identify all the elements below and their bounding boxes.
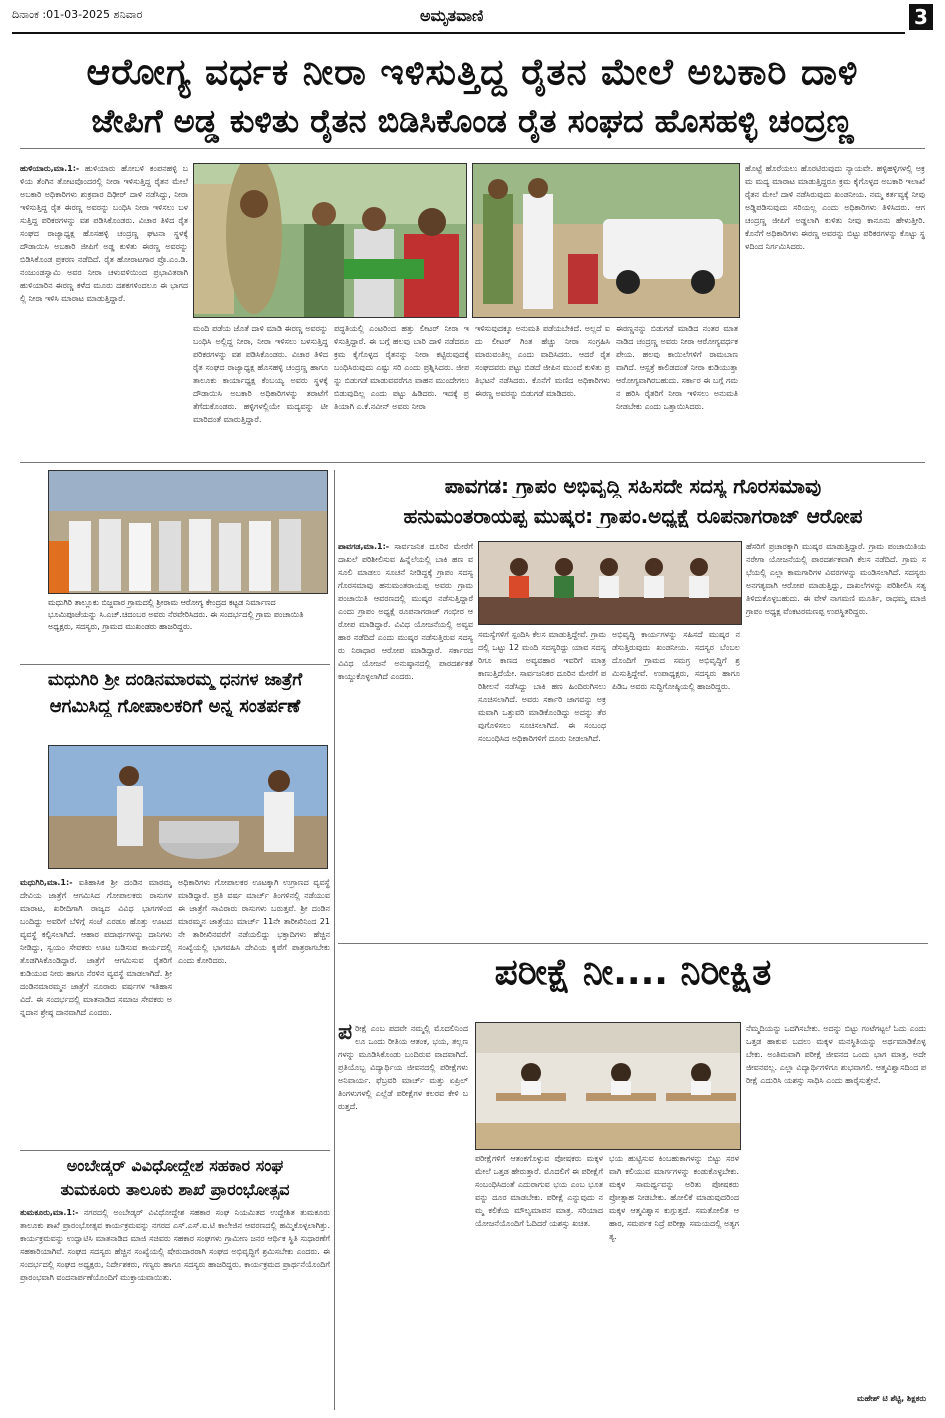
story4-subheadline: ಹನುಮಂತರಾಯಪ್ಪ ಮುಷ್ಕರ: ಗ್ರಾಪಂ.ಅಧ್ಯಕ್ಷೆ ರೂಪನಾಗರಾಜ್ ಆರೋಪ [403, 504, 863, 528]
story1-text-4: ಇಳಿಸುವುದಕ್ಕೂ ಅನುಮತಿ ಪಡೆಯಬೇಕಿದೆ. ಅಲ್ಲದೆ ಐದು ಲೀಟರ್ ಗಿಂತ ಹೆಚ್ಚು ನೀರಾ ಸಂಗ್ರಹಿಸಿ ಮಾರುವಂತಿಲ್ಲ ಎಂದು ವಾದಿಸಿದರು. ಆದರೆ ರೈತ ಸಂಘದವರು ಪಟ್ಟು ಬಿಡದೆ ಜೀಪಿನ ಮುಂದೆ ಕುಳಿತು ಪ್ರತಿಭಟನೆ ನಡೆಸಿದರು. ಕೊನೆಗೆ ಮಣಿದ ಅಧಿಕಾರಿಗಳು ಈರಣ್ಣ ಅವರನ್ನು ಬಿಡುಗಡೆ ಮಾಡಿದರು. [475, 324, 610, 398]
story3-headline: ಅಂಬೇಡ್ಕರ್ ವಿವಿಧೋದ್ದೇಶ ಸಹಕಾರ ಸಂಘ [66, 1156, 284, 1175]
divider [20, 148, 925, 149]
dateline: ತುಮಕೂರು,ಮಾ.1:- [20, 1208, 79, 1217]
story3-text-1: ನಗರದಲ್ಲಿ ಅಂಬೇಡ್ಕರ್ ವಿವಿಧೋದ್ದೇಶ ಸಹಕಾರ ಸಂಘ ನಿಯಮಿತದ ಉದ್ದೇಶಿತ ತುಮಕೂರು ತಾಲೂಕು ಶಾಖೆ ಪ್ರಾರಂಭೋತ್ಸವ ಕಾರ್ಯಕ್ರಮವನ್ನು ನಗರದ ಎಸ್.ಎಸ್.ಐ.ಟಿ ಕಾಲೇಜಿನ ಆವರಣದಲ್ಲಿ ಹಮ್ಮಿಕೊಳ್ಳಲಾಗಿತ್ತು. ಕಾರ್ಯಕ್ರಮವನ್ನು ಉದ್ಘಾಟಿಸಿ ಮಾತನಾಡಿದ ಮಾಜಿ ಸಚಿವರು ಸಹಕಾರ ಸಂಘಗಳು ಗ್ರಾಮೀಣ ಜನರ ಆರ್ಥಿಕ ಸ್ಥಿತಿ ಸುಧಾರಣೆಗೆ ಸಹಕಾರಿಯಾಗಿವೆ. ಸಂಘದ ಸದಸ್ಯರು ಹೆಚ್ಚಿನ ಸಂಖ್ಯೆಯಲ್ಲಿ ಷೇರುದಾರರಾಗಿ ಸಂಘದ ಅಭಿವೃದ್ಧಿಗೆ ಶ್ರಮಿಸಬೇಕು ಎಂದರು. ಈ ಸಂದರ್ಭದಲ್ಲಿ ಸಂಘದ ಅಧ್ಯಕ್ಷರು, ನಿರ್ದೇಶಕರು, ಗಣ್ಯರು ಹಾಗೂ ಸದಸ್ಯರು ಹಾಜರಿದ್ದರು. ಕಾರ್ಯಕ್ರಮದ ಪ್ರಾರ್ಥನೆಯೊಂದಿಗೆ ಪ್ರಾರಂಭವಾಗಿ ವಂದನಾರ್ಪಣೆಯೊಂದಿಗೆ ಮುಕ್ತಾಯವಾಯಿತು. [20, 1208, 330, 1282]
story4-column-4 [746, 540, 926, 940]
story1-photo-1 [193, 163, 467, 318]
story5-text-3: ಭಯ ಹುಟ್ಟಿಸುವ ಕಿಂಬಹುಕಾಗಳನ್ನು ಬಿಟ್ಟು ಸರಳವಾಗಿ ಕಲಿಯುವ ಮಾರ್ಗಗಳನ್ನು ಕಂಡುಕೊಳ್ಳಬೇಕು. ಮಕ್ಕಳ ಸಾಮರ್ಥ್ಯವನ್ನು ಅರಿತು ಪೋಷಕರು ಪ್ರೋತ್ಸಾಹ ನೀಡಬೇಕು. ಹೋಲಿಕೆ ಮಾಡುವುದರಿಂದ ಮಕ್ಕಳ ಆತ್ಮವಿಶ್ವಾಸ ಕುಗ್ಗುತ್ತದೆ. ಸಮತೋಲಿತ ಆಹಾರ, ಸಮರ್ಪಕ ನಿದ್ರೆ ಪರೀಕ್ಷಾ ಸಮಯದಲ್ಲಿ ಅತ್ಯಗತ್ಯ. [609, 1154, 739, 1241]
divider [20, 462, 925, 463]
story1-text-5: ಈರಣ್ಣನನ್ನು ಬಿಡುಗಡೆ ಮಾಡಿದ ನಂತರ ಮಾತನಾಡಿದ ಚಂದ್ರಣ್ಣ ಅವರು ನೀರಾ ಆರೋಗ್ಯವರ್ಧಕ ಪೇಯ. ಹಲವು ಕಾಯಿಲೆಗಳಿಗೆ ರಾಮಬಾಣವಾಗಿದೆ. ಆಸ್ಪತ್ರೆ ಕಾಲಿಡದಂತೆ ನೀರಾ ಕುಡಿಯುತ್ತಾ ಆರೋಗ್ಯವಾಗಿರಬಹುದು. ಸರ್ಕಾರ ಈ ಬಗ್ಗೆ ಗಮನ ಹರಿಸಿ ರೈತರಿಗೆ ನೀರಾ ಇಳಿಸಲು ಅನುಮತಿ ನೀಡಬೇಕು ಎಂದು ಒತ್ತಾಯಿಸಿದರು. [616, 324, 738, 411]
food-serving-photo [48, 745, 328, 869]
press-meet-photo [478, 541, 742, 625]
story4-column-2 [478, 628, 606, 940]
story4-text-3: ಅಭಿವೃದ್ಧಿ ಕಾರ್ಯಗಳನ್ನು ಸಹಿಸದೆ ಮುಷ್ಕರ ನಡೆಸುತ್ತಿರುವುದು ಖಂಡನೀಯ. ಸದಸ್ಯರ ಬೆಂಬಲದೊಂದಿಗೆ ಗ್ರಾಮದ ಸಮಗ್ರ ಅಭಿವೃದ್ಧಿಗೆ ಶ್ರಮಿಸುತ್ತಿದ್ದೇವೆ. ಉಪಾಧ್ಯಕ್ಷರು, ಸದಸ್ಯರು ಹಾಗೂ ಪಿಡಿಒ ಅವರು ಸುದ್ದಿಗೋಷ್ಠಿಯಲ್ಲಿ ಹಾಜರಿದ್ದರು. [612, 630, 740, 691]
story1-text-6: ಹೊಟ್ಟೆ ಹೊರೆಯಲು ಹೊರಟಿರುವುದು ನ್ಯಾಯವೇ. ಹಳ್ಳಿಹಳ್ಳಿಗಳಲ್ಲಿ ಅಕ್ರಮ ಮದ್ಯ ಮಾರಾಟ ಮಾಡುತ್ತಿದ್ದರೂ ಕ್ರಮ ಕೈಗೊಳ್ಳದ ಅಬಕಾರಿ ಇಲಾಖೆ ರೈತನ ಮೇಲೆ ದಾಳಿ ನಡೆಸಿರುವುದು ಖಂಡನೀಯ. ನಮ್ಮ ಕರ್ತವ್ಯಕ್ಕೆ ನೀವು ಅಡ್ಡಿಪಡಿಸುವುದು ಸರಿಯಲ್ಲ ಎಂದು ಅಧಿಕಾರಿಗಳು ತಿಳಿಸಿದರು. ಆಗ ಚಂದ್ರಣ್ಣ ಜೀಪಿಗೆ ಅಡ್ಡಲಾಗಿ ಕುಳಿತು ನೀವು ಕಾನೂನು ಹೇಳುತ್ತೀರಿ. ಕೊನೆಗೆ ಅಧಿಕಾರಿಗಳು ಈರಣ್ಣ ಅವರನ್ನು ಬಿಟ್ಟು ಪರಿಕರಗಳನ್ನು ಕೊಟ್ಟು ಸ್ಥಳದಿಂದ ನಿರ್ಗಮಿಸಿದರು. [745, 164, 925, 251]
story2-column-1 [20, 876, 172, 1148]
divider [20, 664, 330, 665]
story4-text-2: ಸಮಸ್ಯೆಗಳಿಗೆ ಸ್ಪಂದಿಸಿ ಕೆಲಸ ಮಾಡುತ್ತಿದ್ದೇವೆ. ಗ್ರಾಮದಲ್ಲಿ ಒಟ್ಟು 12 ಮಂದಿ ಸದಸ್ಯರಿದ್ದು ಯಾವ ಸದಸ್ಯರಿಗೂ ಕಾಣದ ಅವ್ಯವಹಾರ ಇವರಿಗೆ ಮಾತ್ರ ಕಾಣುತ್ತಿದೆಯೇ. ಸಾರ್ವಜನಿಕರ ದೂರಿನ ಮೇರೆಗೆ ಪರಿಶೀಲನೆ ನಡೆಸಿದ್ದು ಬಾಕಿ ಹಣ ಹಿಂದಿರುಗಿಸಲು ಸೂಚಿಸಲಾಗಿದೆ. ಅವರು ಸರ್ಕಾರಿ ಜಾಗವನ್ನು ಅಕ್ರಮವಾಗಿ ಒತ್ತುವರಿ ಮಾಡಿಕೊಂಡಿದ್ದು ಅದನ್ನು ತೆರವುಗೊಳಿಸಲು ಸೂಚಿಸಲಾಗಿದೆ. ಈ ಸಂಬಂಧ ಸಂಬಂಧಿಸಿದ ಅಧಿಕಾರಿಗಳಿಗೆ ದೂರು ನೀಡಲಾಗಿದೆ. [478, 630, 606, 743]
story5-text-1: ರೀಕ್ಷೆ ಎಂಬ ಪದವೇ ನಮ್ಮಲ್ಲಿ ಮೊದಲಿನಿಂದಲೂ ಒಂದು ರೀತಿಯ ಆತಂಕ, ಭಯ, ತಲ್ಲಣಗಳನ್ನು ಮೂಡಿಸಿಕೊಂಡು ಬಂದಿರುವ ವಾದವಾಗಿದೆ. ಪ್ರತಿಯೊಬ್ಬ ವಿದ್ಯಾರ್ಥಿಯ ಜೀವನದಲ್ಲಿ ಪರೀಕ್ಷೆಗಳು ಅನಿವಾರ್ಯ. ಫೆಬ್ರವರಿ ಮಾರ್ಚ್ ಮತ್ತು ಏಪ್ರಿಲ್ ತಿಂಗಳುಗಳಲ್ಲಿ ಎಲ್ಲೆಡೆ ಪರೀಕ್ಷೆಗಳ ಕಲರವ ಕೇಳಿ ಬರುತ್ತದೆ. [338, 1024, 468, 1111]
ground-breaking-caption: ಮಧುಗಿರಿ ತಾಲ್ಲೂಕು ಬಿಜ್ಜವಾರ ಗ್ರಾಮದಲ್ಲಿ ಶ್ರೀರಾಮ ಆರೋಗ್ಯ ಕೇಂದ್ರದ ಕಟ್ಟಡ ನಿರ್ಮಾಣದ ಭೂಮಿಪೂಜೆಯನ್ನು ಸಿ.ಎಚ್.ಚಿದಂಬರ ಅವರು ನೆರವೇರಿಸಿದರು. ಈ ಸಂದರ್ಭದಲ್ಲಿ ಗ್ರಾಮ ಪಂಚಾಯಿತಿ ಅಧ್ಯಕ್ಷರು, ಸದಸ್ಯರು, ಗ್ರಾಮದ ಮುಖಂಡರು ಹಾಜರಿದ್ದರು. [48, 598, 304, 631]
exam-hall-image [476, 1023, 740, 1149]
food-serving-image [49, 746, 327, 868]
masthead: ಅಮೃತವಾಣಿ [420, 6, 484, 25]
story1-text-2: ಮಂದಿ ಪಡೆಯ ಜೊತೆ ದಾಳಿ ಮಾಡಿ ಈರಣ್ಣ ಅವರನ್ನು ಬಂಧಿಸಿ ಅಲ್ಲಿದ್ದ ನೀರಾ, ನೀರಾ ಇಳಿಸಲು ಬಳಸುತ್ತಿದ್ದ ಪರಿಕರಗಳನ್ನು ವಶ ಪಡಿಸಿಕೊಂಡರು. ವಿಚಾರ ತಿಳಿದ ರೈತ ಸಂಘದ ರಾಜ್ಯಾಧ್ಯಕ್ಷ ಹೊಸಹಳ್ಳಿ ಚಂದ್ರಣ್ಣ ಹಾಗೂ ತಾಲೂಕು ಕಾರ್ಯಾಧ್ಯಕ್ಷ ಕೆಂಬಯ್ಯ ಅವರು ಸ್ಥಳಕ್ಕೆ ದೌಡಾಯಿಸಿ ಅಬಕಾರಿ ಅಧಿಕಾರಿಗಳನ್ನು ತರಾಟೆಗೆ ತೆಗೆದುಕೊಂಡರು. ಹಳ್ಳಿಗಳಲ್ಲಿಯೇ ಮದ್ಯವನ್ನು ಟೀ ಮಾರಿದಂತೆ ಮಾರುತ್ತಿದ್ದಾರೆ. [193, 324, 328, 424]
press-meet-image [479, 542, 741, 624]
ceremony-image [49, 471, 327, 593]
story1-photo-2 [472, 163, 740, 318]
story2-text-2: ಅಧಿಕಾರಿಗಳು ಗೋಪಾಲಕರ ಊಟಕ್ಕಾಗಿ ಉಗ್ರಾಣದ ವ್ಯವಸ್ಥೆ ಮಾಡಿದ್ದಾರೆ. ಪ್ರತಿ ವರ್ಷ ಮಾರ್ಚ್ ತಿಂಗಳಿನಲ್ಲಿ ನಡೆಯುವ ಈ ಜಾತ್ರೆಗೆ ಸಾವಿರಾರು ರಾಸುಗಳು ಬರುತ್ತವೆ. ಶ್ರೀ ದಂಡಿನ ಮಾರಮ್ಮನ ಜಾತ್ರೆಯು ಮಾರ್ಚ್ 11ನೇ ತಾರೀಖಿನಿಂದ 21ನೇ ತಾರೀಖಿನವರೆಗೆ ನಡೆಯಲಿದ್ದು ಭಕ್ತಾದಿಗಳು ಹೆಚ್ಚಿನ ಸಂಖ್ಯೆಯಲ್ಲಿ ಭಾಗವಹಿಸಿ ದೇವಿಯ ಕೃಪೆಗೆ ಪಾತ್ರರಾಗಬೇಕು ಎಂದು ಕೋರಿದರು. [178, 878, 330, 965]
story1-column-3 [334, 322, 469, 454]
divider [338, 943, 928, 944]
story1-column-4 [475, 322, 610, 454]
story2-headline: ಮಧುಗಿರಿ ಶ್ರೀ ದಂಡಿನಮಾರಮ್ಮ ಧನಗಳ ಜಾತ್ರೆಗೆ [47, 670, 303, 690]
page-number: 3 [909, 4, 933, 30]
story1-subheadline: ಜೇಪಿಗೆ ಅಡ್ಡ ಕುಳಿತು ರೈತನ ಬಿಡಿಸಿಕೊಂಡ ರೈತ ಸಂಘದ ಹೊಸಹಳ್ಳಿ ಚಂದ್ರಣ್ಣ [91, 102, 854, 140]
story3-subheadline: ತುಮಕೂರು ತಾಲೂಕು ಶಾಖೆ ಪ್ರಾರಂಭೋತ್ಸವ [60, 1180, 290, 1199]
story5-column-4 [746, 1022, 926, 1388]
story4-column-3 [612, 628, 740, 940]
photo-officials-image [194, 164, 466, 317]
story4-column-1 [338, 540, 473, 940]
story4-text-1: ಸಾರ್ವಜನಿಕ ದೂರಿನ ಮೇರೆಗೆ ದಾಖಲೆ ಪರಿಶೀಲಿಸುವ ಹಿನ್ನೆಲೆಯಲ್ಲಿ ಬಾಕಿ ಹಣ ವಸೂಲಿ ಮಾಡಲು ಸೂಚನೆ ನೀಡಿದ್ದಕ್ಕೆ ಗ್ರಾಪಂ ಸದಸ್ಯ ಗೊರಸಮಾವು ಹನುಮಂತರಾಯಪ್ಪ ಅವರು ಗ್ರಾಮ ಪಂಚಾಯಿತಿ ಆವರಣದಲ್ಲಿ ಮುಷ್ಕರ ನಡೆಸುತ್ತಿದ್ದಾರೆ ಎಂದು ಗ್ರಾಪಂ ಅಧ್ಯಕ್ಷೆ ರೂಪನಾಗರಾಜ್ ಗಂಭೀರ ಆರೋಪ ಮಾಡಿದ್ದಾರೆ. ವಿವಿಧ ಯೋಜನೆಯಲ್ಲಿ ಅವ್ಯವಹಾರ ನಡೆದಿದೆ ಎಂದು ಮುಷ್ಕರ ನಡೆಸುತ್ತಿರುವ ಸದಸ್ಯರು ನಿರಾಧಾರ ಆರೋಪ ಮಾಡಿದ್ದಾರೆ. ಸರ್ಕಾರದ ವಿವಿಧ ಯೋಜನೆ ಅನುಷ್ಠಾನದಲ್ಲಿ ಪಾರದರ್ಶಕತೆ ಕಾಯ್ದುಕೊಳ್ಳಲಾಗಿದೆ ಎಂದರು. [338, 542, 473, 681]
story4-text-4: ಹೆಸರಿಗೆ ಪ್ರಚಾರಕ್ಕಾಗಿ ಮುಷ್ಕರ ಮಾಡುತ್ತಿದ್ದಾರೆ. ಗ್ರಾಮ ಪಂಚಾಯಿತಿಯ ನರೇಗಾ ಯೋಜನೆಯಲ್ಲಿ ಪಾರದರ್ಶಕವಾಗಿ ಕೆಲಸ ನಡೆದಿದೆ. ಗ್ರಾಮ ಸಭೆಯಲ್ಲಿ ಎಲ್ಲಾ ಕಾಮಗಾರಿಗಳ ವಿವರಗಳನ್ನು ಮಂಡಿಸಲಾಗಿದೆ. ಸದಸ್ಯರು ಅನಗತ್ಯವಾಗಿ ಆರೋಪ ಮಾಡುತ್ತಿದ್ದು, ದಾಖಲೆಗಳನ್ನು ಪರಿಶೀಲಿಸಿ ಸತ್ಯ ತಿಳಿದುಕೊಳ್ಳಬಹುದು. ಈ ವೇಳೆ ನಾಗಮಣಿ ಮೂರ್ತಿ, ರಾಧಮ್ಮ ಮಾಜಿ ಗ್ರಾಪಂ ಅಧ್ಯಕ್ಷ ವೆಂಕಟರಮಣಪ್ಪ ಉಪಸ್ಥಿತರಿದ್ದರು. [746, 542, 926, 616]
story1-column-2 [193, 322, 328, 454]
column-divider [334, 470, 335, 1410]
page-header [0, 0, 945, 40]
issue-date: ದಿನಾಂಕ :01-03-2025 ಶನಿವಾರ [12, 8, 143, 21]
story5-column-1 [338, 1022, 468, 1408]
story1-headline: ಆರೋಗ್ಯ ವರ್ಧಕ ನೀರಾ ಇಳಿಸುತ್ತಿದ್ದ ರೈತನ ಮೇಲೆ ಅಬಕಾರಿ ದಾಳಿ [86, 52, 859, 93]
dateline: ಪಾವಗಡ,ಮಾ.1:- [338, 542, 390, 551]
story1-text-3: ಪದ್ಧತಿಯಲ್ಲಿ ಎಂಟರಿಂದ ಹತ್ತು ಲೀಟರ್ ನೀರಾ ಇಳಿಸುತ್ತಿದ್ದಾರೆ. ಈ ಬಗ್ಗೆ ಹಲವು ಬಾರಿ ದಾಳಿ ನಡೆದರೂ ಕ್ರಮ ಕೈಗೊಳ್ಳದ ರೈತನನ್ನು ನೀರಾ ಕಟ್ಟಿರುವುದಕ್ಕೆ ಬಂಧಿಸಿರುವುದು ಎಷ್ಟು ಸರಿ ಎಂದು ಪ್ರಶ್ನಿಸಿದರು. ಜೀಪನ್ನು ಬಿಡುಗಡೆ ಮಾಡುವವರೆಗೂ ವಾಹನ ಮುಂದೇಗಲು ಬಿಡುವುದಿಲ್ಲ ಎಂದು ಪಟ್ಟು ಹಿಡಿದರು. ಇದಕ್ಕೆ ಪ್ರತಿಯಾಗಿ ಎ.ಕೆ.ನವೀನ್ ಅವರು ನೀರಾ [334, 324, 469, 411]
story1-column-6 [745, 162, 925, 454]
dateline: ಮಧುಗಿರಿ,ಮಾ.1:- [20, 878, 73, 887]
story5-column-2 [475, 1152, 603, 1408]
story5-text-2: ಪರೀಕ್ಷೆಗಳಿಗೆ ಆತಂಕಗೊಳ್ಳುವ ಪೋಷಕರು ಮಕ್ಕಳ ಮೇಲೆ ಒತ್ತಡ ಹೇರುತ್ತಾರೆ. ಮೊದಲಿಗೆ ಈ ಪರೀಕ್ಷೆಗೆ ಸಂಬಂಧಿಸಿದಂತೆ ಎದುರಾಗುವ ಭಯ ಎಂಬ ಭೂತವನ್ನು ದೂರ ಮಾಡಬೇಕು. ಪರೀಕ್ಷೆ ಎನ್ನುವುದು ನಮ್ಮ ಕಲಿಕೆಯ ಮೌಲ್ಯಮಾಪನ ಮಾತ್ರ. ಸರಿಯಾದ ಯೋಜನೆಯೊಂದಿಗೆ ಓದಿದರೆ ಯಶಸ್ಸು ಖಚಿತ. [475, 1154, 603, 1228]
story5-headline: ಪರೀಕ್ಷೆ ನೀ.... ನಿರೀಕ್ಷಿತ [494, 952, 772, 993]
story2-column-2 [178, 876, 330, 1148]
story2-text-1: ಐತಿಹಾಸಿಕ ಶ್ರೀ ದಂಡಿನ ಮಾರಮ್ಮ ದೇವಿಯ ಜಾತ್ರೆಗೆ ಆಗಮಿಸಿದ ಗೋಪಾಲಕರು ರಾಸುಗಳ ಮಾರಾಟ, ಖರೀದಿಗಾಗಿ ರಾಜ್ಯದ ವಿವಿಧ ಭಾಗಗಳಿಂದ ಬಂದಿದ್ದು ಅವರಿಗೆ ಬೆಳಿಗ್ಗೆ ಸಂಜೆ ಎರಡೂ ಹೊತ್ತು ಊಟದ ವ್ಯವಸ್ಥೆ ಕಲ್ಪಿಸಲಾಗಿದೆ. ಆಹಾರ ಪದಾರ್ಥಗಳನ್ನು ದಾನಿಗಳು ನೀಡಿದ್ದು, ಸ್ವಯಂ ಸೇವಕರು ಊಟ ಬಡಿಸುವ ಕಾರ್ಯದಲ್ಲಿ ತೊಡಗಿಸಿಕೊಂಡಿದ್ದಾರೆ. ಜಾತ್ರೆಗೆ ಆಗಮಿಸುವ ರೈತರಿಗೆ ಕುಡಿಯುವ ನೀರು ಹಾಗೂ ನೆರಳಿನ ವ್ಯವಸ್ಥೆ ಮಾಡಲಾಗಿದೆ. ಶ್ರೀ ದಂಡಿನಮಾರಮ್ಮನ ಜಾತ್ರೆಗೆ ನೂರಾರು ವರ್ಷಗಳ ಇತಿಹಾಸವಿದೆ. ಈ ಸಂದರ್ಭದಲ್ಲಿ ಮಾತನಾಡಿದ ಸಮಾಜ ಸೇವಕರು ಅನ್ನದಾನ ಶ್ರೇಷ್ಠ ದಾನವಾಗಿದೆ ಎಂದರು. [20, 878, 172, 1017]
exam-hall-photo [475, 1022, 741, 1150]
header-rule [12, 32, 905, 34]
ground-breaking-photo [48, 470, 328, 594]
story1-text-1: ಹುಳಿಯಾರು ಹೋಬಳಿ ಕಂಪನಹಳ್ಳಿ ಬಳಿಯ ತೆಂಗಿನ ತೋಟವೊಂದರಲ್ಲಿ ನೀರಾ ಇಳಿಸುತ್ತಿದ್ದ ರೈತನ ಮೇಲೆ ಅಬಕಾರಿ ಅಧಿಕಾರಿಗಳು ಶುಕ್ರವಾರ ದಿಢೀರ್ ದಾಳಿ ನಡೆಸಿದ್ದು, ನೀರಾ ಇಳಿಸುತ್ತಿದ್ದ ರೈತ ಈರಣ್ಣ ಅವರನ್ನು ಬಂಧಿಸಿ ನೀರಾ ಇಳಿಸಲು ಬಳಸುತ್ತಿದ್ದ ಪರಿಕರಗಳನ್ನು ವಶ ಪಡಿಸಿಕೊಂಡರು. ವಿಚಾರ ತಿಳಿದ ರೈತ ಸಂಘದ ರಾಜ್ಯಾಧ್ಯಕ್ಷ ಹೊಸಹಳ್ಳಿ ಚಂದ್ರಣ್ಣ ಘಟನಾ ಸ್ಥಳಕ್ಕೆ ದೌಡಾಯಿಸಿ ಅಬಕಾರಿ ಜೀಪಿಗೆ ಅಡ್ಡ ಕುಳಿತು ಈರಣ್ಣ ಅವರನ್ನು ಬಿಡಿಸಿಕೊಂಡ ಪ್ರಕರಣ ನಡೆದಿದೆ. ರೈತ ಹೋರಾಟಗಾರ ಪ್ರೊ.ಎಂ.ಡಿ.ನಂಜುಂಡಸ್ವಾಮಿ ಅವರ ನೀರಾ ಚಳುವಳಿಯಿಂದ ಪ್ರಭಾವಿತರಾಗಿ ಹುಳಿಯಾರಿನ ಈರಣ್ಣ ಕಳೆದ ಮೂರು ದಶಕಗಳಿಂದಲೂ ಈ ಭಾಗದಲ್ಲಿ ನೀರಾ ಇಳಿಸಿ ಮಾರಾಟ ಮಾಡುತ್ತಿದ್ದಾರೆ. [20, 164, 188, 303]
drop-cap: ಪ [338, 1022, 353, 1045]
story5-column-3 [609, 1152, 739, 1408]
story5-text-4: ನೆಮ್ಮದಿಯನ್ನು ಒದಗಿಸಬೇಕು. ಅದನ್ನು ಬಿಟ್ಟು ಗಂಟೆಗಟ್ಟಲೆ ಓದು ಎಂದು ಒತ್ತಡ ಹಾಕುವ ಬದಲು ಮಕ್ಕಳ ಮನಸ್ಥಿತಿಯನ್ನು ಅರ್ಥಮಾಡಿಕೊಳ್ಳಬೇಕು. ಅಂತಿಮವಾಗಿ ಪರೀಕ್ಷೆ ಜೀವನದ ಒಂದು ಭಾಗ ಮಾತ್ರ, ಅದೇ ಜೀವನವಲ್ಲ. ಎಲ್ಲಾ ವಿದ್ಯಾರ್ಥಿಗಳಿಗೂ ಶುಭವಾಗಲಿ. ಆತ್ಮವಿಶ್ವಾಸದಿಂದ ಪರೀಕ್ಷೆ ಎದುರಿಸಿ ಯಶಸ್ಸು ಸಾಧಿಸಿ ಎಂದು ಹಾರೈಸುತ್ತೇನೆ. [746, 1024, 926, 1085]
story3-column-1 [20, 1206, 330, 1406]
divider [20, 1150, 330, 1151]
dateline: ಹುಳಿಯಾರು,ಮಾ.1:- [20, 164, 80, 173]
author-signature: ಮಹೇಶ್ ಟಿ ಶೆಟ್ಟಿ, ಶಿಕ್ಷಕರು [857, 1394, 926, 1403]
story4-headline: ಪಾವಗಡ: ಗ್ರಾಪಂ ಅಭಿವೃದ್ಧಿ ಸಹಿಸದೇ ಸದಸ್ಯ ಗೊರಸಮಾವು [444, 474, 822, 498]
photo-jeep-image [473, 164, 739, 317]
story2-subheadline: ಆಗಮಿಸಿದ್ದ ಗೋಪಾಲಕರಿಗೆ ಅನ್ನ ಸಂತರ್ಪಣೆ [49, 696, 301, 717]
story1-column-5 [616, 322, 738, 454]
story1-column-1 [20, 162, 188, 454]
